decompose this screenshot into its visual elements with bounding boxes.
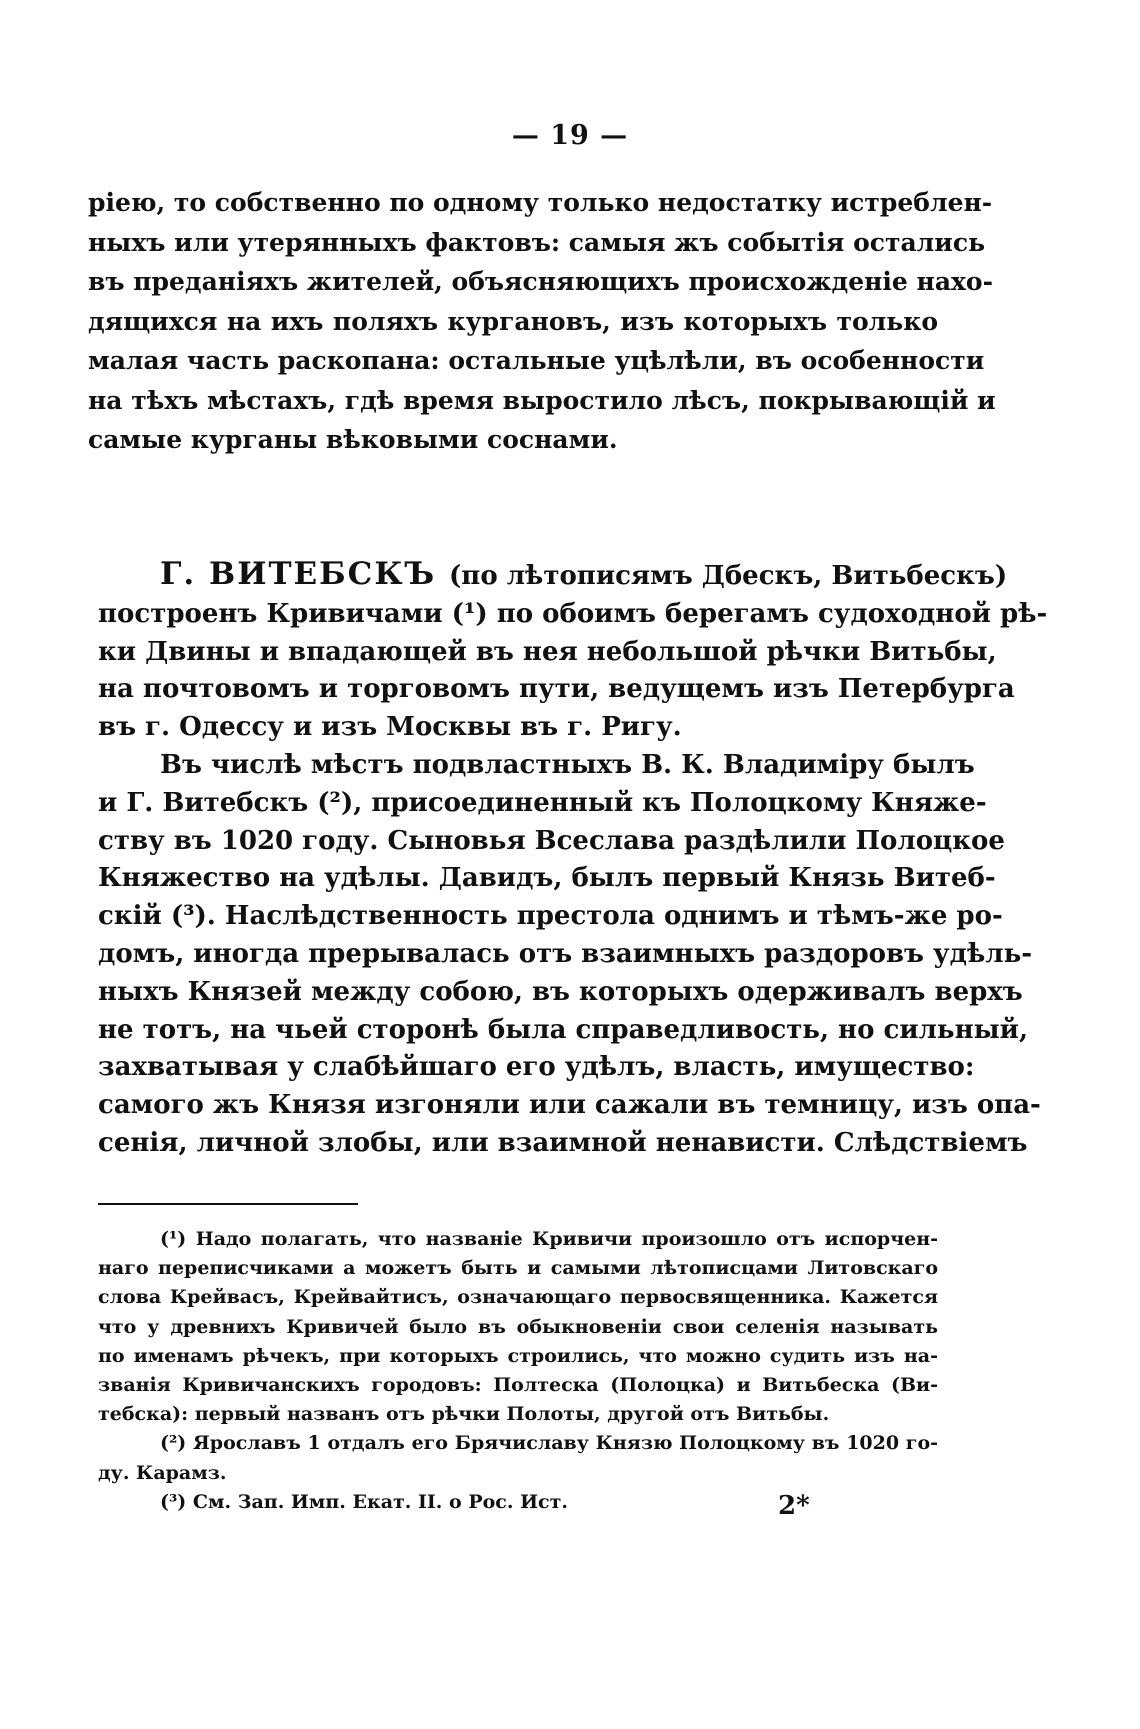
text-line: сенія, личной злобы, или взаимной ненависти. Слѣдствіемъ [98,1127,1028,1158]
text-line: Княжество на удѣлы. Давидъ, былъ первый Князь Витеб- [98,863,996,894]
text-line: захватывая у слабѣйшаго его удѣлъ, власть, имущество: [98,1052,975,1083]
text-line: ныхъ Князей между собою, въ которыхъ одерживалъ верхъ [98,976,1023,1007]
intro-paragraph [88,183,996,460]
footnote-line: (³) См. Зап. Имп. Екат. II. о Рос. Ист. [160,1490,568,1513]
footnote-line: званія Кривичанскихъ городовъ: Полтеска (Полоцка) и Витьбеска (Ви- [98,1374,938,1397]
signature-mark: 2* [778,1491,810,1521]
text-line: самые курганы вѣковыми соснами. [88,425,618,454]
text-line: ству въ 1020 году. Сыновья Всеслава раздѣлили Полоцкое [98,825,1005,856]
footnote-line: тебска): первый названъ отъ рѣчки Полоты, другой отъ Витьбы. [98,1403,830,1426]
page-number: — 19 — [511,120,629,151]
footnote-line: (¹) Надо полагать, что названіе Кривичи произошло отъ испорчен- [160,1228,938,1250]
footnote-line: что у древнихъ Кривичей было въ обыкновеніи свои селенія называть [98,1315,938,1338]
vitebsk-section [98,556,1048,1163]
text-line: дящихся на ихъ поляхъ кургановъ, изъ которыхъ только [88,306,938,336]
text-line: не тотъ, на чьей сторонѣ была справедливость, но сильный, [98,1014,1029,1045]
text-line: ныхъ или утерянныхъ фактовъ: самыя жъ событія остались [88,227,986,257]
text-line: ріею, то собственно по одному только недостатку истреблен- [88,188,993,217]
text-line: домъ, иногда прерывалась отъ взаимныхъ раздоровъ удѣль- [98,938,1033,969]
text-line: въ г. Одессу и изъ Москвы въ г. Ригу. [98,712,682,743]
text-line: въ преданіяхъ жителей, объясняющихъ происхожденіе нахо- [88,267,993,296]
text-line: малая часть раскопана: остальные уцѣлѣли, въ особенности [88,346,985,375]
text-line: Въ числѣ мѣстъ подвластныхъ В. К. Владиміру былъ [160,749,975,780]
footnote-line: наго переписчиками а можетъ быть и самыми лѣтописцами Литовскаго [98,1257,938,1280]
text-line: на тѣхъ мѣстахъ, гдѣ время выростило лѣсъ, покрывающій и [88,385,996,415]
text-line: ки Двины и впадающей въ нея небольшой рѣчки Витьбы, [98,636,997,667]
footnote-divider [98,1203,358,1205]
text-line: самого жъ Князя изгоняли или сажали въ темницу, изъ опа- [98,1090,1041,1121]
section-heading-line [98,556,1008,596]
footnote-line: (²) Ярославъ 1 отдалъ его Брячиславу Князю Полоцкому въ 1020 го- [160,1432,938,1455]
text-line: на почтовомъ и торговомъ пути, ведущемъ изъ Петербурга [98,674,1015,705]
text-line: и Г. Витебскъ (²), присоединенный къ Полоцкому Княже- [98,787,987,818]
city-heading: Г. ВИТЕБСКЪ [160,556,437,592]
footnote-line: слова Крейвасъ, Крейвайтисъ, означающаго первосвященника. Кажется [98,1286,938,1309]
footnote-line: по именамъ рѣчекъ, при которыхъ строились, что можно судить изъ на- [98,1344,938,1367]
footnotes [98,1225,938,1517]
footnote-line: ду. Карамз. [98,1461,227,1484]
text-line: построенъ Кривичами (¹) по обоимъ берегамъ судоходной рѣ- [98,598,1048,629]
city-heading-note: (по лѣтописямъ Дбескъ, Витьбескъ) [449,561,1008,591]
text-line: скій (³). Наслѣдственность престола однимъ и тѣмъ-же ро- [98,901,1003,932]
